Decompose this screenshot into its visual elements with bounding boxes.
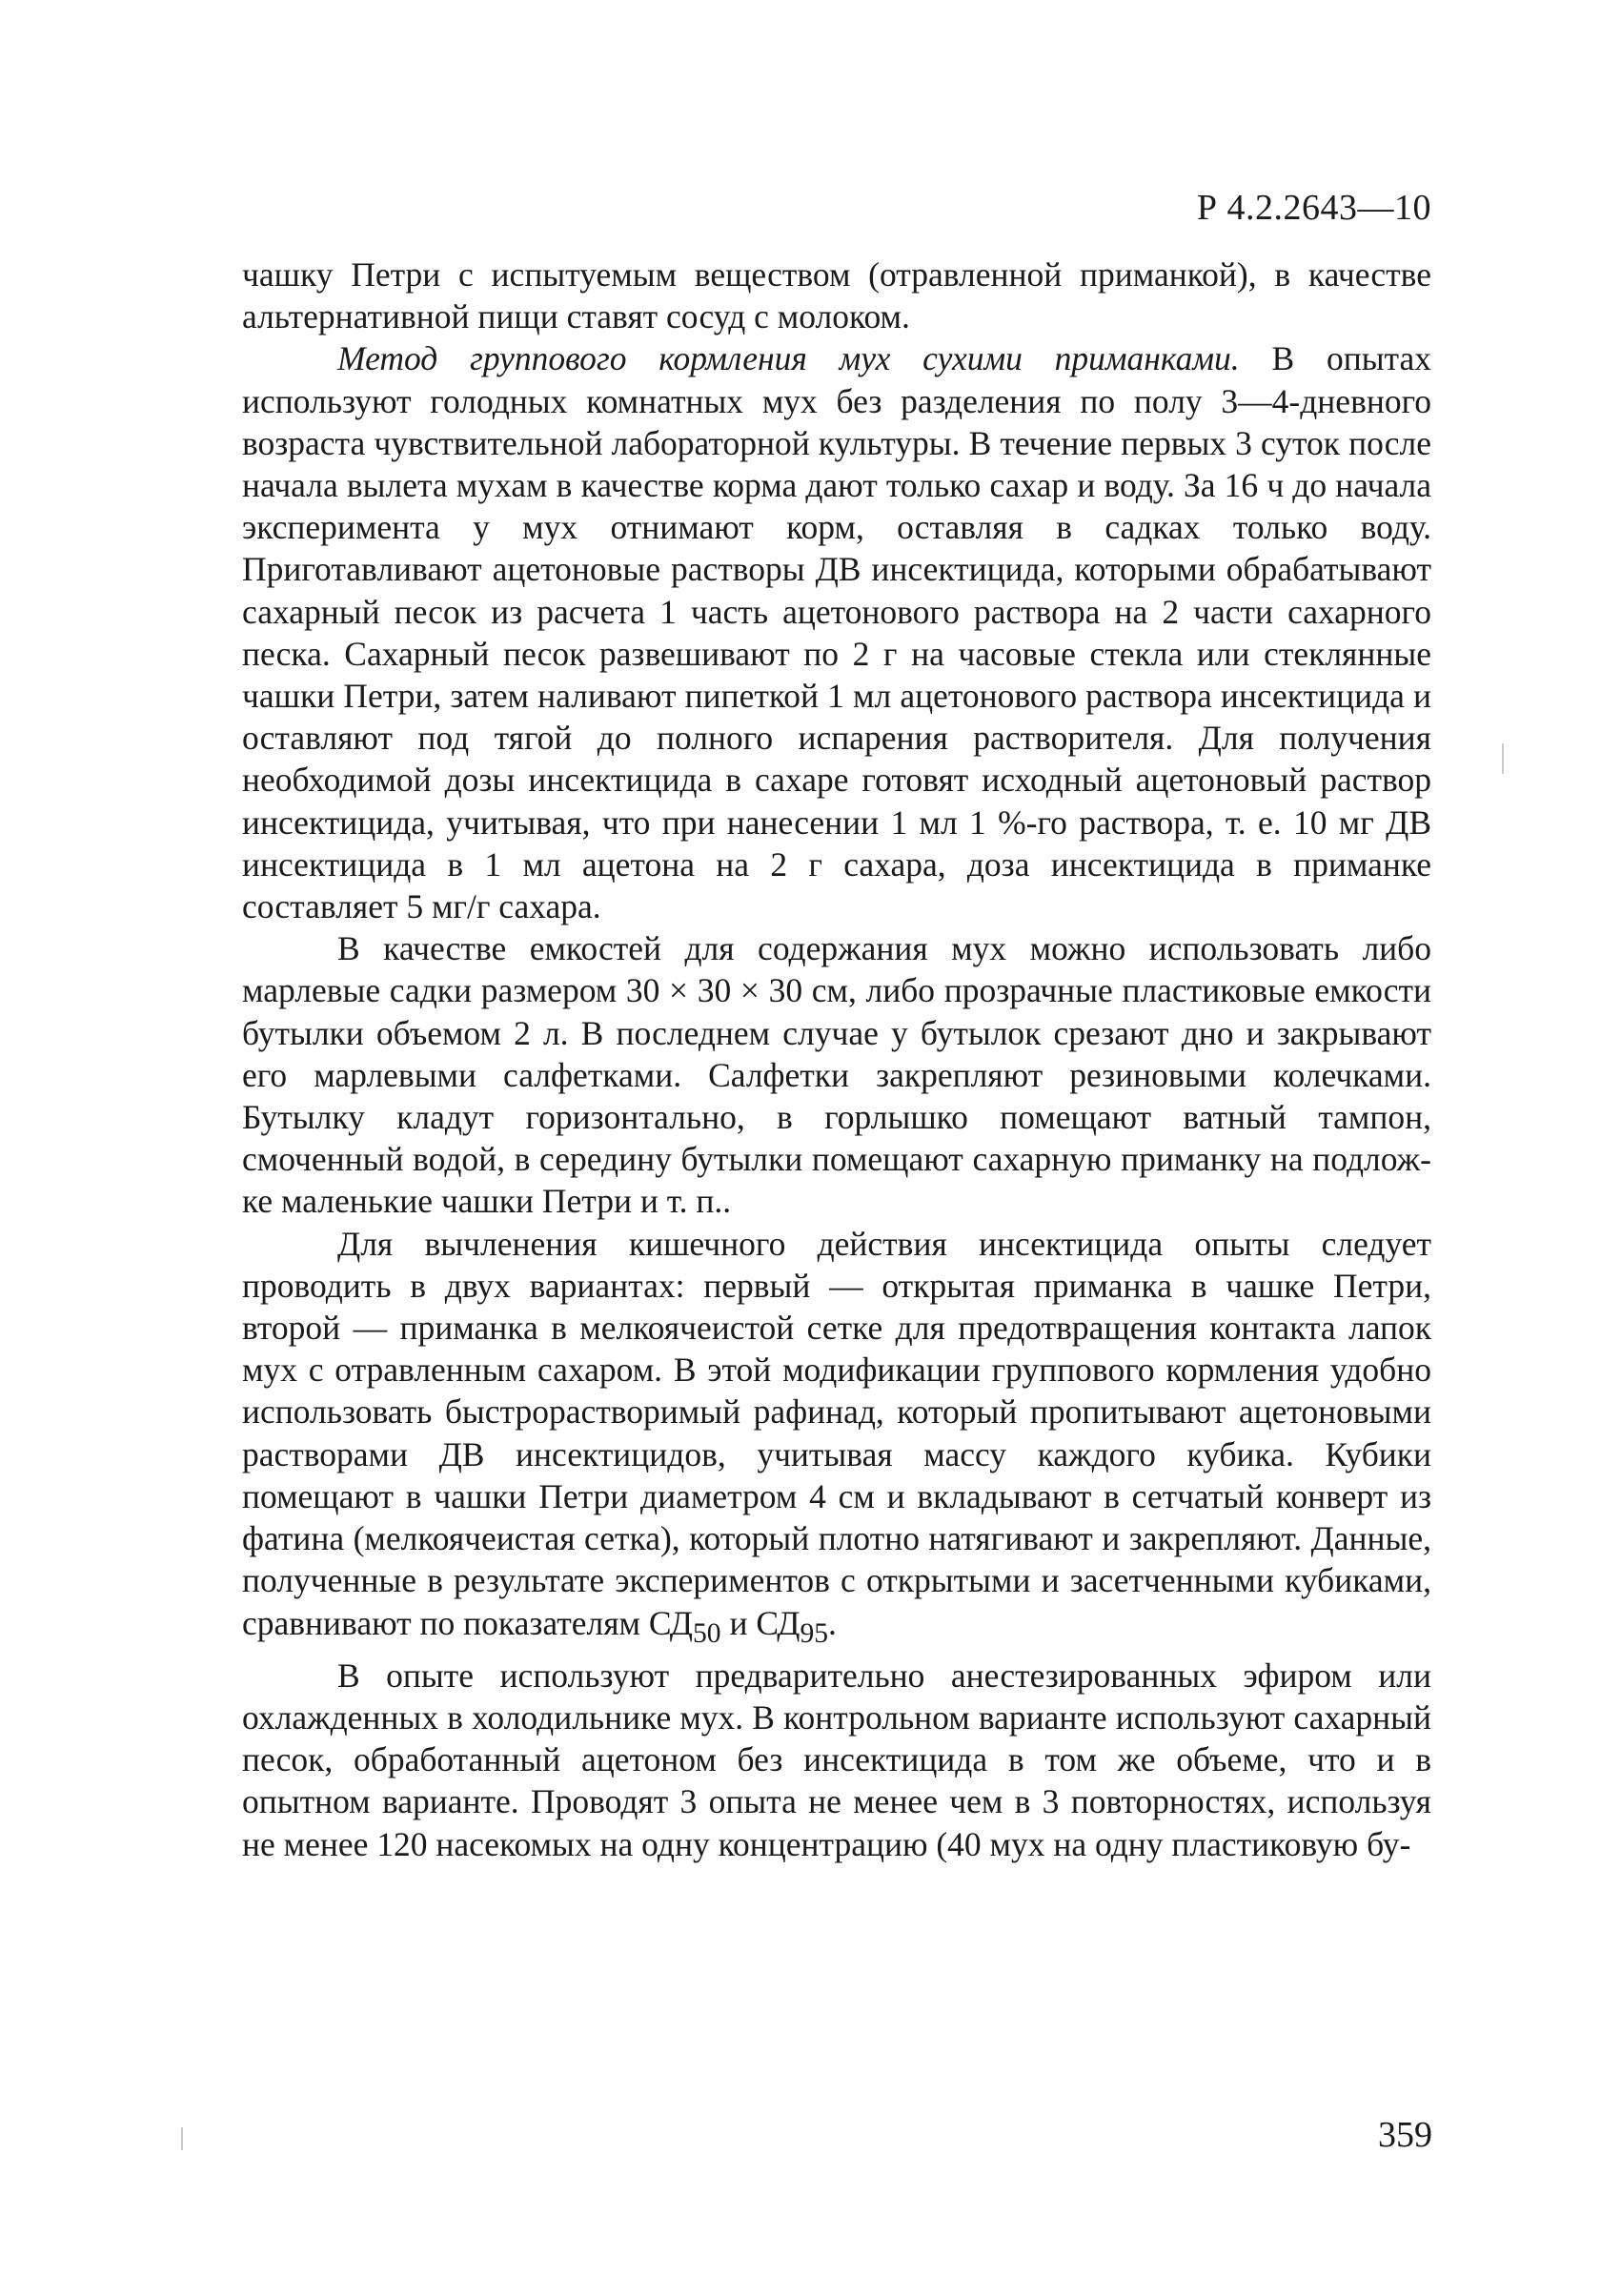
subscript-50: 50 [693,1617,721,1649]
paragraph-2 [242,337,1431,927]
paragraph-4 [242,1223,1431,1655]
paragraph-5 [242,1655,1431,1865]
paragraph-4-text: Для вычленения кишечного действия инсектицида опыты следует проводить в двух вариантах: первый — открытая приманка в чашке Петри, второй — приманка в мелкоячеистой сетке для предотвращения контакта лапок мух с отравленным сахаром. В этой модификации группового кормления удобно использовать быстрорастворимый рафинад, который пропитывают ацетоновыми растворами ДВ инсектицидов, учитывая массу каждого кубика. Кубики помещают в чашки Петри диаметром 4 см и вкладывают в сетчатый конверт из фатина (мелкоячеистая сетка), который плотно натягивают и закрепляют. Данные, полученные в результате экспериментов с открытыми и засетченными кубиками, сравнивают по показателям СД [242,1224,1431,1642]
paragraph-1-text: чашку Петри с испытуемым веществом (отравленной приманкой), в качестве альтернативной пищи ставят сосуд с молоком. [242,255,1431,336]
scan-artifact-mark [1502,743,1504,774]
paragraph-4-mid: и СД [720,1603,800,1642]
paragraph-1 [242,254,1431,337]
body-text [242,254,1431,1865]
subscript-95: 95 [800,1617,829,1649]
paragraph-3 [242,927,1431,1222]
paragraph-3-text: В качестве емкостей для содержания мух можно использовать либо марлевые садки размером 30 × 30 × 30 см, либо прозрачные пластиковые емкости бутылки объемом 2 л. В последнем случае у бутылок срезают дно и закрывают его марлевыми салфетками. Салфетки закрепляют резиновыми колечками. Бутылку кладут горизонтально, в горлышко помещают ватный тампон, смоченный водой, в середину бутылки помещают сахарную приманку на подложке маленькие чашки Петри и т. п.. [242,929,1431,1221]
method-title: Метод группового кормления мух сухими приманками. [337,339,1240,378]
paragraph-5-text: В опыте используют предварительно анестезированных эфиром или охлажденных в холодильнике мух. В контрольном варианте используют сахарный песок, обработанный ацетоном без инсектицида в том же объеме, что и в опытном варианте. Проводят 3 опыта не менее чем в 3 повторностях, используя не менее 120 насекомых на одну концентрацию (40 мух на одну пластиковую бу- [242,1656,1431,1863]
document-code: Р 4.2.2643—10 [1196,188,1431,228]
scan-artifact-mark [181,2127,183,2150]
page-number: 359 [1378,2115,1432,2155]
paragraph-4-end: . [828,1603,837,1642]
paragraph-2-text: В опытах используют голодных комнатных мух без разделения по полу 3—4-дневного возраста чувствительной лабораторной культуры. В течение первых 3 суток после начала вылета мухам в качестве корма дают только сахар и воду. За 16 ч до начала эксперимента у мух отнимают корм, оставляя в садках только воду. Приготавливают ацетоновые растворы ДВ инсектицида, которыми обрабатывают сахарный песок из расчета 1 часть ацетонового раствора на 2 части сахарного песка. Сахарный песок развешивают по 2 г на часовые стекла или стеклянные чашки Петри, затем наливают пипеткой 1 мл ацетонового раствора инсектицида и оставляют под тягой до полного испарения растворителя. Для получения необходимой дозы инсектицида в сахаре готовят исходный ацетоновый раствор инсектицида, учитывая, что при нанесении 1 мл 1 %-го раствора, т. е. 10 мг ДВ инсектицида в 1 мл ацетона на 2 г сахара, доза инсектицида в приманке составляет 5 мг/г сахара. [242,339,1431,926]
